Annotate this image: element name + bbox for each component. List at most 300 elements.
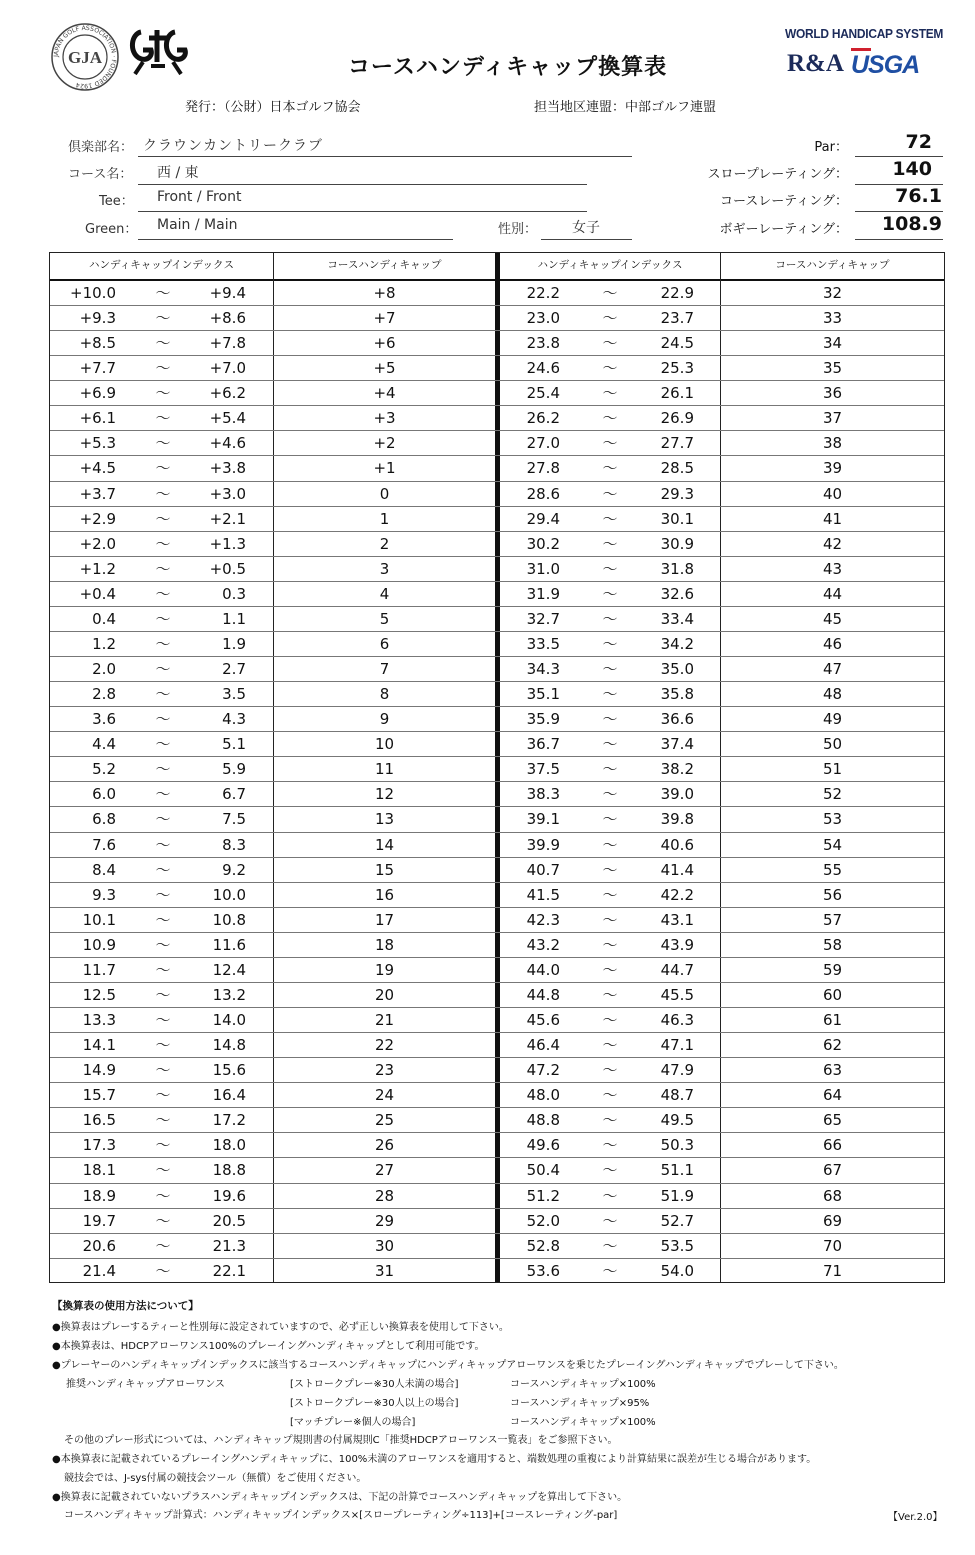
right-course-handicap: 33	[822, 309, 843, 328]
left-index-from: 18.9	[82, 1186, 116, 1205]
right-index-to: 31.8	[660, 559, 694, 578]
left-range-tilde: ～	[155, 1186, 171, 1205]
right-index-from: 26.2	[526, 409, 560, 428]
allowance-3-value: コースハンディキャップ×100%	[510, 1417, 656, 1428]
usga-logo: USGA	[851, 51, 920, 79]
left-index-from: 19.7	[82, 1211, 116, 1230]
note-2: ●本換算表は、HDCPアローワンス100%のプレーイングハンディキャップとして利用可能です。	[52, 1341, 485, 1352]
left-range-tilde: ～	[155, 685, 171, 704]
right-range-tilde: ～	[602, 434, 618, 453]
left-range-tilde: ～	[155, 459, 171, 478]
left-range-tilde: ～	[155, 434, 171, 453]
left-course-handicap: 1	[379, 509, 390, 528]
right-index-to: 43.9	[660, 935, 694, 954]
right-range-tilde: ～	[602, 634, 618, 653]
right-course-handicap: 48	[822, 685, 843, 704]
right-index-from: 42.3	[526, 910, 560, 929]
right-course-handicap: 44	[822, 584, 843, 603]
course-rating-label: コースレーティング：	[719, 194, 848, 209]
course-label: コース名：	[68, 167, 133, 182]
left-range-tilde: ～	[155, 309, 171, 328]
left-index-to: +7.0	[209, 359, 246, 378]
note-7: ●換算表に記載されていないプラスハンディキャップインデックスは、下記の計算でコースハンディキャップを算出して下さい。	[52, 1492, 628, 1503]
right-course-handicap: 57	[822, 910, 843, 929]
right-index-from: 52.0	[526, 1211, 560, 1230]
left-course-handicap: 20	[374, 985, 395, 1004]
right-range-tilde: ～	[602, 710, 618, 729]
right-index-from: 37.5	[526, 760, 560, 779]
right-course-handicap: 55	[822, 860, 843, 879]
tee-value: Front / Front	[157, 189, 242, 205]
left-range-tilde: ～	[155, 910, 171, 929]
right-index-from: 35.1	[526, 685, 560, 704]
note-8-formula: コースハンディキャップ計算式：ハンディキャップインデックス×[スロープレーティング÷113]+[コースレーティング-par]	[64, 1510, 618, 1521]
left-index-from: +6.9	[79, 384, 116, 403]
left-range-tilde: ～	[155, 1086, 171, 1105]
par-value: 72	[905, 131, 932, 153]
right-index-from: 39.1	[526, 810, 560, 829]
left-index-from: 15.7	[82, 1086, 116, 1105]
right-index-from: 38.3	[526, 785, 560, 804]
right-range-tilde: ～	[602, 359, 618, 378]
right-index-from: 41.5	[526, 885, 560, 904]
right-course-handicap: 50	[822, 735, 843, 754]
left-index-to: 18.8	[212, 1161, 246, 1180]
left-index-to: 12.4	[212, 960, 246, 979]
left-course-handicap: +1	[373, 459, 396, 478]
left-index-to: 18.0	[212, 1136, 246, 1155]
left-course-handicap: 23	[374, 1061, 395, 1080]
left-course-handicap: +3	[373, 409, 396, 428]
left-index-from: +6.1	[79, 409, 116, 428]
left-range-tilde: ～	[155, 960, 171, 979]
right-range-tilde: ～	[602, 835, 618, 854]
right-range-tilde: ～	[602, 309, 618, 328]
left-course-handicap: 5	[379, 609, 390, 628]
right-index-to: 32.6	[660, 584, 694, 603]
right-range-tilde: ～	[602, 1211, 618, 1230]
left-index-from: 14.9	[82, 1061, 116, 1080]
right-index-from: 48.8	[526, 1111, 560, 1130]
slope-label: スロープレーティング：	[707, 167, 848, 182]
issuer-text: 発行：（公財）日本ゴルフ協会	[185, 100, 361, 115]
left-course-handicap: 22	[374, 1036, 395, 1055]
right-index-to: 53.5	[660, 1236, 694, 1255]
left-course-handicap: 14	[374, 835, 395, 854]
left-index-to: 1.1	[222, 609, 246, 628]
right-course-handicap: 66	[822, 1136, 843, 1155]
left-index-from: 4.4	[92, 735, 116, 754]
right-course-handicap: 52	[822, 785, 843, 804]
left-index-from: 2.8	[92, 685, 116, 704]
right-range-tilde: ～	[602, 284, 618, 302]
left-range-tilde: ～	[155, 735, 171, 754]
left-index-from: 18.1	[82, 1161, 116, 1180]
right-index-to: 33.4	[660, 609, 694, 628]
left-index-to: 3.5	[222, 685, 246, 704]
right-range-tilde: ～	[602, 509, 618, 528]
right-index-from: 53.6	[526, 1261, 560, 1280]
right-range-tilde: ～	[602, 685, 618, 704]
right-index-from: 34.3	[526, 660, 560, 679]
right-index-from: 52.8	[526, 1236, 560, 1255]
right-index-to: 47.1	[660, 1036, 694, 1055]
left-range-tilde: ～	[155, 1111, 171, 1130]
right-course-handicap: 32	[822, 284, 843, 302]
left-course-handicap: 0	[379, 484, 390, 503]
header-left-index: ハンディキャップインデックス	[89, 259, 234, 271]
left-range-tilde: ～	[155, 660, 171, 679]
left-index-to: 13.2	[212, 985, 246, 1004]
left-index-from: +0.4	[79, 584, 116, 603]
right-course-handicap: 70	[822, 1236, 843, 1255]
left-course-handicap: 12	[374, 785, 395, 804]
left-index-from: +2.9	[79, 509, 116, 528]
right-range-tilde: ～	[602, 459, 618, 478]
right-index-to: 30.9	[660, 534, 694, 553]
right-range-tilde: ～	[602, 609, 618, 628]
bogey-rating-label: ボギーレーティング：	[719, 222, 848, 237]
left-index-to: 19.6	[212, 1186, 246, 1205]
bogey-rating-value: 108.9	[881, 213, 942, 235]
left-range-tilde: ～	[155, 1061, 171, 1080]
right-range-tilde: ～	[602, 584, 618, 603]
right-index-to: 49.5	[660, 1111, 694, 1130]
left-course-handicap: 30	[374, 1236, 395, 1255]
left-index-to: +4.6	[209, 434, 246, 453]
left-range-tilde: ～	[155, 860, 171, 879]
right-index-from: 23.0	[526, 309, 560, 328]
green-underline	[138, 239, 453, 240]
left-range-tilde: ～	[155, 1136, 171, 1155]
left-index-to: 5.9	[222, 760, 246, 779]
left-range-tilde: ～	[155, 710, 171, 729]
right-range-tilde: ～	[602, 885, 618, 904]
left-index-from: +5.3	[79, 434, 116, 453]
left-index-to: +2.1	[209, 509, 246, 528]
left-course-handicap: 6	[379, 634, 390, 653]
right-range-tilde: ～	[602, 1161, 618, 1180]
right-course-handicap: 69	[822, 1211, 843, 1230]
club-underline	[138, 156, 632, 157]
right-index-to: 26.9	[660, 409, 694, 428]
left-index-to: 6.7	[222, 785, 246, 804]
right-index-to: 39.0	[660, 785, 694, 804]
left-course-handicap: 27	[374, 1161, 395, 1180]
left-index-from: 13.3	[82, 1011, 116, 1030]
left-index-to: 15.6	[212, 1061, 246, 1080]
right-range-tilde: ～	[602, 735, 618, 754]
allowance-1-value: コースハンディキャップ×100%	[510, 1379, 656, 1390]
right-range-tilde: ～	[602, 1086, 618, 1105]
jga-emblem-logo	[127, 22, 189, 76]
right-range-tilde: ～	[602, 1036, 618, 1055]
right-index-from: 32.7	[526, 609, 560, 628]
right-range-tilde: ～	[602, 960, 618, 979]
right-index-to: 24.5	[660, 334, 694, 353]
page-title: コースハンディキャップ換算表	[348, 55, 668, 80]
right-index-from: 29.4	[526, 509, 560, 528]
left-index-from: 12.5	[82, 985, 116, 1004]
right-course-handicap: 53	[822, 810, 843, 829]
right-index-to: 29.3	[660, 484, 694, 503]
right-course-handicap: 35	[822, 359, 843, 378]
left-index-from: 7.6	[92, 835, 116, 854]
right-range-tilde: ～	[602, 334, 618, 353]
right-index-to: 42.2	[660, 885, 694, 904]
course-value: 西 / 東	[157, 165, 199, 181]
right-index-to: 34.2	[660, 634, 694, 653]
left-range-tilde: ～	[155, 810, 171, 829]
left-course-handicap: 31	[374, 1261, 395, 1280]
course-rating-value: 76.1	[895, 185, 942, 207]
right-index-from: 22.2	[526, 284, 560, 302]
left-course-handicap: 4	[379, 584, 390, 603]
left-index-to: +0.5	[209, 559, 246, 578]
right-index-from: 23.8	[526, 334, 560, 353]
left-range-tilde: ～	[155, 534, 171, 553]
left-range-tilde: ～	[155, 509, 171, 528]
right-range-tilde: ～	[602, 935, 618, 954]
left-index-to: 11.6	[212, 935, 246, 954]
right-course-handicap: 59	[822, 960, 843, 979]
right-course-handicap: 63	[822, 1061, 843, 1080]
left-index-from: 5.2	[92, 760, 116, 779]
bogey-rating-underline	[855, 239, 943, 240]
right-range-tilde: ～	[602, 785, 618, 804]
right-index-to: 27.7	[660, 434, 694, 453]
left-course-handicap: 9	[379, 710, 390, 729]
gender-underline	[541, 239, 632, 240]
left-index-from: +3.7	[79, 484, 116, 503]
gender-label: 性別：	[498, 222, 538, 237]
left-course-handicap: 2	[379, 534, 390, 553]
left-course-handicap: 15	[374, 860, 395, 879]
right-course-handicap: 46	[822, 634, 843, 653]
left-index-to: +3.8	[209, 459, 246, 478]
left-index-from: 16.5	[82, 1111, 116, 1130]
left-index-from: 6.0	[92, 785, 116, 804]
left-index-to: +3.0	[209, 484, 246, 503]
left-index-from: 0.4	[92, 609, 116, 628]
right-index-from: 40.7	[526, 860, 560, 879]
right-range-tilde: ～	[602, 409, 618, 428]
left-range-tilde: ～	[155, 835, 171, 854]
left-index-to: 5.1	[222, 735, 246, 754]
right-course-handicap: 34	[822, 334, 843, 353]
left-range-tilde: ～	[155, 484, 171, 503]
course-underline	[138, 184, 587, 185]
right-course-handicap: 36	[822, 384, 843, 403]
right-index-from: 48.0	[526, 1086, 560, 1105]
left-index-from: 14.1	[82, 1036, 116, 1055]
right-index-to: 40.6	[660, 835, 694, 854]
right-index-from: 43.2	[526, 935, 560, 954]
slope-value: 140	[892, 158, 932, 180]
right-index-to: 45.5	[660, 985, 694, 1004]
left-index-to: 7.5	[222, 810, 246, 829]
left-course-handicap: 13	[374, 810, 395, 829]
left-index-to: 22.1	[212, 1261, 246, 1280]
right-index-to: 39.8	[660, 810, 694, 829]
left-course-handicap: 25	[374, 1111, 395, 1130]
allowance-1-key: [ストロークプレー※30人未満の場合]	[290, 1379, 459, 1390]
left-course-handicap: 29	[374, 1211, 395, 1230]
left-index-to: +1.3	[209, 534, 246, 553]
left-index-from: +7.7	[79, 359, 116, 378]
left-index-from: 8.4	[92, 860, 116, 879]
left-range-tilde: ～	[155, 1161, 171, 1180]
right-index-to: 30.1	[660, 509, 694, 528]
right-index-from: 25.4	[526, 384, 560, 403]
left-course-handicap: 16	[374, 885, 395, 904]
right-index-to: 36.6	[660, 710, 694, 729]
left-course-handicap: 10	[374, 735, 395, 754]
left-course-handicap: +2	[373, 434, 396, 453]
left-index-to: 21.3	[212, 1236, 246, 1255]
header-left-course-hcp: コースハンディキャップ	[327, 259, 442, 271]
right-index-from: 51.2	[526, 1186, 560, 1205]
left-index-from: +1.2	[79, 559, 116, 578]
left-course-handicap: +6	[373, 334, 396, 353]
right-course-handicap: 51	[822, 760, 843, 779]
left-range-tilde: ～	[155, 1236, 171, 1255]
left-index-from: 9.3	[92, 885, 116, 904]
club-value: クラウンカントリークラブ	[143, 138, 323, 154]
left-index-to: 4.3	[222, 710, 246, 729]
club-label: 倶楽部名：	[68, 140, 134, 155]
right-range-tilde: ～	[602, 1061, 618, 1080]
right-index-to: 23.7	[660, 309, 694, 328]
right-index-to: 50.3	[660, 1136, 694, 1155]
right-index-to: 44.7	[660, 960, 694, 979]
seal-ring-text: JAPAN GOLF ASSOCIATION · FOUNDED 1924	[52, 24, 118, 90]
left-course-handicap: 17	[374, 910, 395, 929]
left-index-from: 2.0	[92, 660, 116, 679]
right-range-tilde: ～	[602, 910, 618, 929]
right-course-handicap: 65	[822, 1111, 843, 1130]
left-index-from: 3.6	[92, 710, 116, 729]
left-index-from: +9.3	[79, 309, 116, 328]
right-index-to: 37.4	[660, 735, 694, 754]
whs-title: WORLD HANDICAP SYSTEM	[785, 26, 944, 41]
left-index-from: 20.6	[82, 1236, 116, 1255]
left-course-handicap: 24	[374, 1086, 395, 1105]
left-range-tilde: ～	[155, 584, 171, 603]
left-range-tilde: ～	[155, 985, 171, 1004]
right-index-to: 46.3	[660, 1011, 694, 1030]
left-index-to: +7.8	[209, 334, 246, 353]
left-index-from: 21.4	[82, 1261, 116, 1280]
left-index-to: 14.8	[212, 1036, 246, 1055]
note-4: その他のプレー形式については、ハンディキャップ規則書の付属規則C「推奨HDCPアローワンス一覧表」をご参照下さい。	[64, 1435, 618, 1446]
right-index-from: 27.0	[526, 434, 560, 453]
right-course-handicap: 42	[822, 534, 843, 553]
right-index-to: 52.7	[660, 1211, 694, 1230]
left-range-tilde: ～	[155, 760, 171, 779]
left-index-to: 9.2	[222, 860, 246, 879]
ra-logo: R&A	[787, 50, 844, 77]
right-course-handicap: 68	[822, 1186, 843, 1205]
right-course-handicap: 40	[822, 484, 843, 503]
left-range-tilde: ～	[155, 885, 171, 904]
version-label: 【Ver.2.0】	[888, 1512, 943, 1523]
right-course-handicap: 71	[822, 1261, 843, 1280]
left-index-from: +10.0	[70, 284, 116, 302]
left-range-tilde: ～	[155, 609, 171, 628]
right-range-tilde: ～	[602, 1011, 618, 1030]
right-index-to: 26.1	[660, 384, 694, 403]
right-index-to: 51.1	[660, 1161, 694, 1180]
right-course-handicap: 60	[822, 985, 843, 1004]
left-course-handicap: +8	[373, 284, 396, 302]
left-range-tilde: ～	[155, 409, 171, 428]
right-course-handicap: 47	[822, 660, 843, 679]
whs-logo-group	[785, 26, 944, 79]
left-course-handicap: 8	[379, 685, 390, 704]
right-index-to: 38.2	[660, 760, 694, 779]
right-range-tilde: ～	[602, 559, 618, 578]
left-course-handicap: +7	[373, 309, 396, 328]
left-index-to: 16.4	[212, 1086, 246, 1105]
left-range-tilde: ～	[155, 559, 171, 578]
gender-value: 女子	[572, 220, 600, 236]
right-course-handicap: 49	[822, 710, 843, 729]
left-index-to: +8.6	[209, 309, 246, 328]
right-range-tilde: ～	[602, 760, 618, 779]
allowance-label: 推奨ハンディキャップアローワンス	[66, 1379, 225, 1390]
left-index-from: 6.8	[92, 810, 116, 829]
note-5: ●本換算表に記載されているプレーイングハンディキャップに、100%未満のアローワンスを適用すると、端数処理の重複により計算結果に誤差が生じる場合があります。	[52, 1454, 817, 1465]
note-6: 競技会では、J-sys付属の競技会ツール（無償）をご使用ください。	[64, 1473, 367, 1484]
right-index-to: 25.3	[660, 359, 694, 378]
left-index-from: 10.9	[82, 935, 116, 954]
right-range-tilde: ～	[602, 1236, 618, 1255]
header-right-index: ハンディキャップインデックス	[537, 259, 683, 271]
left-course-handicap: 18	[374, 935, 395, 954]
left-range-tilde: ～	[155, 785, 171, 804]
allowance-2-key: [ストロークプレー※30人以上の場合]	[290, 1398, 459, 1409]
right-index-to: 51.9	[660, 1186, 694, 1205]
left-index-to: +5.4	[209, 409, 246, 428]
note-1: ●換算表はプレーするティーと性別毎に設定されていますので、必ず正しい換算表を使用して下さい。	[52, 1322, 509, 1333]
left-index-to: 0.3	[222, 584, 246, 603]
green-value: Main / Main	[157, 217, 238, 233]
right-range-tilde: ～	[602, 660, 618, 679]
right-index-from: 28.6	[526, 484, 560, 503]
right-range-tilde: ～	[602, 1186, 618, 1205]
notes-heading: 【換算表の使用方法について】	[52, 1300, 199, 1312]
conversion-table	[49, 252, 945, 1283]
left-index-to: 10.8	[212, 910, 246, 929]
left-course-handicap: +4	[373, 384, 396, 403]
left-course-handicap: 21	[374, 1011, 395, 1030]
right-index-from: 39.9	[526, 835, 560, 854]
left-range-tilde: ～	[155, 935, 171, 954]
left-index-to: 17.2	[212, 1111, 246, 1130]
right-index-from: 47.2	[526, 1061, 560, 1080]
left-range-tilde: ～	[155, 284, 171, 302]
left-index-from: 10.1	[82, 910, 116, 929]
right-course-handicap: 67	[822, 1161, 843, 1180]
right-course-handicap: 54	[822, 835, 843, 854]
allowance-2-value: コースハンディキャップ×95%	[510, 1398, 650, 1409]
green-label: Green：	[85, 222, 138, 237]
course-rating-underline	[855, 211, 943, 212]
right-range-tilde: ～	[602, 985, 618, 1004]
seal-center-text: GJA	[68, 48, 102, 67]
right-index-from: 46.4	[526, 1036, 560, 1055]
